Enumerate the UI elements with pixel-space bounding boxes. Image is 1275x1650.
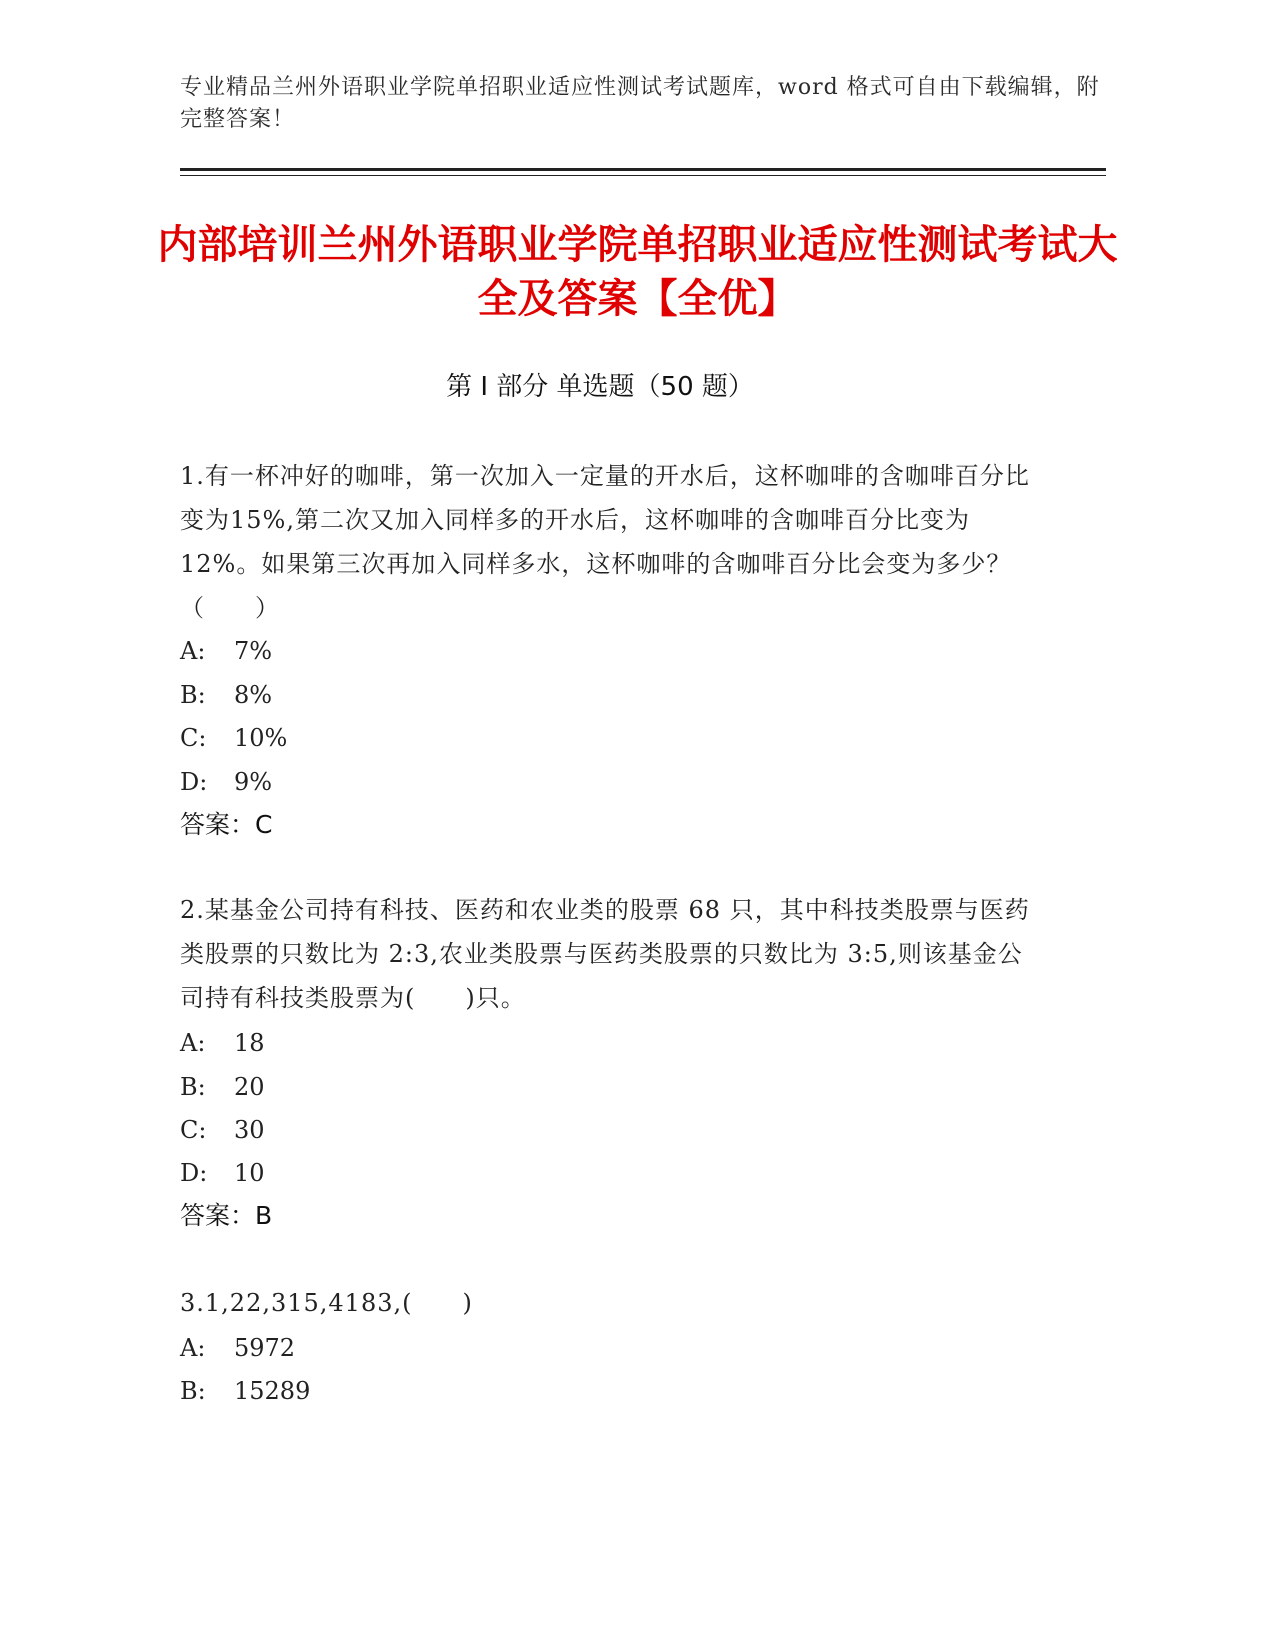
option-value: 8% <box>234 681 273 709</box>
question-3-text: 3.1,22,315,4183,( ) <box>180 1289 473 1317</box>
question-1-option-d <box>180 767 272 797</box>
option-value: 10 <box>234 1159 265 1187</box>
question-3-option-a <box>180 1333 295 1363</box>
question-1-option-c <box>180 723 287 753</box>
option-key: C: <box>180 724 207 752</box>
section-title: 第 I 部分 单选题（50 题） <box>446 372 754 402</box>
question-1-text: 1.有一杯冲好的咖啡，第一次加入一定量的开水后，这杯咖啡的含咖啡百分比 变为15%,第二次又加入同样多的开水后，这杯咖啡的含咖啡百分比变为 12%。如果第三次再加入同样多水，这杯咖啡的含咖啡百分比会变为多少？（ ） <box>180 462 1030 622</box>
question-3-option-b <box>180 1376 310 1406</box>
option-value: 15289 <box>234 1377 311 1405</box>
option-value: 5972 <box>234 1334 296 1362</box>
question-1-answer: 答案：C <box>180 810 273 839</box>
question-1-option-b <box>180 680 272 710</box>
option-key: B: <box>180 681 206 709</box>
option-key: D: <box>180 1159 208 1187</box>
option-key: B: <box>180 1073 206 1101</box>
option-key: A: <box>180 1029 206 1057</box>
option-key: B: <box>180 1377 206 1405</box>
option-value: 20 <box>234 1073 265 1101</box>
option-key: A: <box>180 637 206 665</box>
question-2-option-b <box>180 1072 265 1102</box>
question-2-text: 2.某基金公司持有科技、医药和农业类的股票 68 只，其中科技类股票与医药 类股票的只数比为 2:3,农业类股票与医药类股票的只数比为 3:5,则该基金公司持有科技类股票为( )只。 <box>180 896 1030 1012</box>
option-value: 9% <box>234 768 273 796</box>
option-key: C: <box>180 1116 207 1144</box>
question-2-option-d <box>180 1158 265 1188</box>
option-value: 30 <box>234 1116 265 1144</box>
option-value: 10% <box>234 724 288 752</box>
option-value: 18 <box>234 1029 265 1057</box>
option-value: 7% <box>234 637 273 665</box>
question-1-option-a <box>180 636 272 666</box>
header-rule-thin <box>180 175 1106 176</box>
question-2-answer: 答案：B <box>180 1201 273 1230</box>
option-key: A: <box>180 1334 206 1362</box>
question-2-option-a <box>180 1028 265 1058</box>
document-title: 内部培训兰州外语职业学院单招职业适应性测试考试大全及答案【全优】 <box>157 222 1118 322</box>
question-2-option-c <box>180 1115 265 1145</box>
header-note: 专业精品兰州外语职业学院单招职业适应性测试考试题库，word 格式可自由下载编辑，附完整答案！ <box>180 75 1100 132</box>
header-rule-thick <box>180 168 1106 171</box>
option-key: D: <box>180 768 208 796</box>
